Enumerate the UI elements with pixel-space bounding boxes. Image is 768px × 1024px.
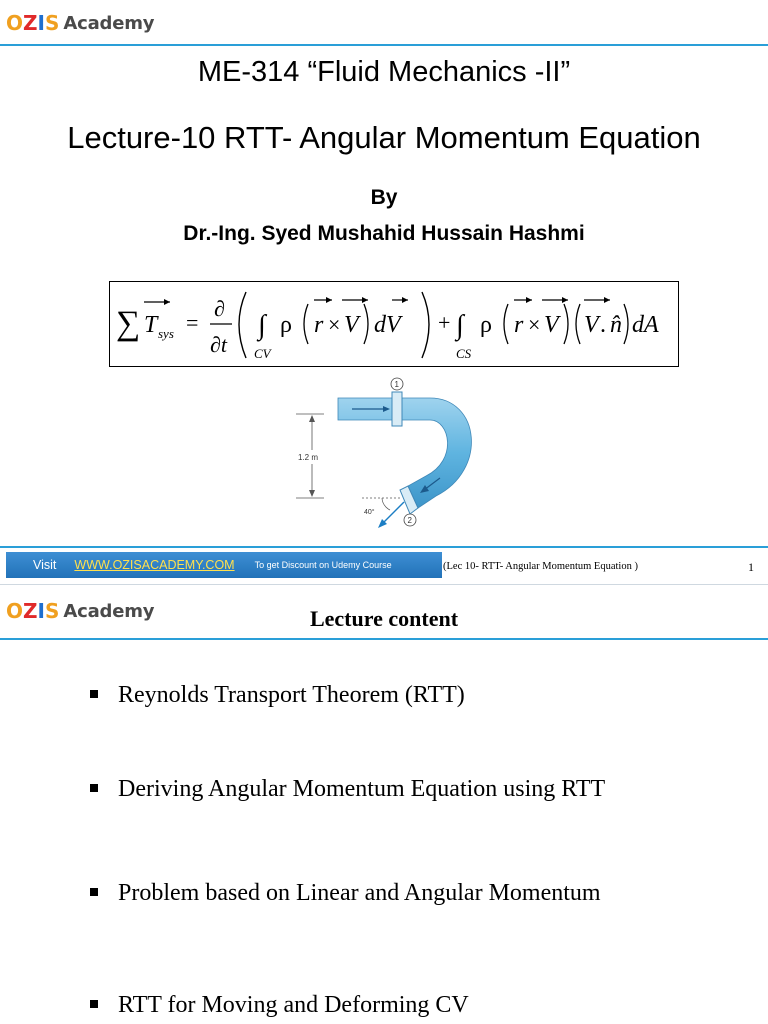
list-item bbox=[90, 682, 465, 709]
bullet-square-icon bbox=[90, 690, 98, 698]
bullet-text: RTT for Moving and Deforming CV bbox=[118, 992, 469, 1018]
ozis-logo-mark: O Z I S bbox=[6, 11, 60, 35]
angular-momentum-equation bbox=[109, 281, 679, 367]
cross-sign: × bbox=[328, 312, 341, 337]
bullet-text: Deriving Angular Momentum Equation using RTT bbox=[118, 776, 606, 802]
r-vector-cs: r bbox=[514, 312, 524, 338]
bullet-square-icon bbox=[90, 888, 98, 896]
footer-promo-banner bbox=[6, 552, 442, 578]
area-differential: dA bbox=[632, 312, 659, 338]
author-name: Dr.-Ing. Syed Mushahid Hussain Hashmi bbox=[183, 222, 585, 245]
ozis-academy-link[interactable]: WWW.OZISACADEMY.COM bbox=[74, 558, 235, 572]
footer-lecture-label: (Lec 10- RTT- Angular Momentum Equation ) bbox=[443, 561, 638, 572]
discount-text: To get Discount on Udemy Course bbox=[254, 560, 392, 570]
cv-integral: ∫ bbox=[258, 310, 266, 341]
cv-label: CV bbox=[254, 346, 271, 361]
visit-label: Visit bbox=[33, 558, 57, 572]
list-item bbox=[90, 992, 469, 1019]
slide-lecture-content bbox=[0, 590, 768, 1024]
footer-bar bbox=[0, 546, 768, 585]
partial-numerator: ∂ bbox=[214, 296, 225, 321]
height-label: 1.2 m bbox=[298, 453, 319, 462]
cs-integral: ∫ bbox=[456, 310, 464, 341]
bullet-square-icon bbox=[90, 1000, 98, 1008]
bullet-square-icon bbox=[90, 784, 98, 792]
angle-label: 40° bbox=[364, 509, 375, 516]
cross-sign-cs: × bbox=[528, 312, 541, 337]
course-title: ME-314 “Fluid Mechanics -II” bbox=[197, 56, 571, 88]
volume-differential: dV bbox=[374, 312, 401, 338]
r-vector: r bbox=[314, 312, 324, 338]
logo-text: Academy bbox=[63, 600, 155, 622]
lecture-title: Lecture-10 RTT- Angular Momentum Equation bbox=[67, 120, 701, 155]
partial-denominator: ∂t bbox=[210, 332, 227, 357]
ozis-academy-logo bbox=[6, 10, 154, 36]
lhs-subscript: sys bbox=[158, 326, 174, 341]
n-hat: n̂ bbox=[610, 312, 622, 338]
content-heading: Lecture content bbox=[309, 606, 459, 631]
header-divider bbox=[0, 638, 768, 640]
lhs-torque-symbol: T bbox=[144, 312, 158, 338]
sum-symbol: ∑ bbox=[116, 305, 141, 342]
bullet-text: Reynolds Transport Theorem (RTT) bbox=[118, 682, 465, 708]
page-number: 1 bbox=[748, 560, 754, 574]
inlet-flange bbox=[392, 392, 402, 426]
rho-symbol-cs: ρ bbox=[480, 312, 492, 338]
equals-sign: = bbox=[186, 310, 199, 335]
pipe-bend-svg bbox=[290, 374, 490, 534]
pipe-bend-figure bbox=[290, 374, 490, 534]
rho-symbol: ρ bbox=[280, 312, 292, 338]
v-vector-cs: V bbox=[544, 312, 559, 338]
cs-label: CS bbox=[456, 346, 472, 361]
v-vector: V bbox=[344, 312, 359, 338]
bullet-text: Problem based on Linear and Angular Momentum bbox=[118, 880, 601, 906]
logo-text: Academy bbox=[63, 12, 155, 34]
v-dot-vector: V bbox=[584, 312, 599, 338]
ozis-logo-mark: O Z I S bbox=[6, 599, 60, 623]
list-item bbox=[90, 776, 605, 803]
dot-product: . bbox=[600, 312, 606, 338]
plus-sign: + bbox=[438, 310, 451, 335]
list-item bbox=[90, 880, 601, 907]
point-1-label: 1 bbox=[394, 380, 399, 389]
equation-svg bbox=[110, 282, 678, 366]
point-2-label: 2 bbox=[407, 516, 412, 525]
by-label: By bbox=[370, 186, 398, 209]
header-divider bbox=[0, 44, 768, 46]
